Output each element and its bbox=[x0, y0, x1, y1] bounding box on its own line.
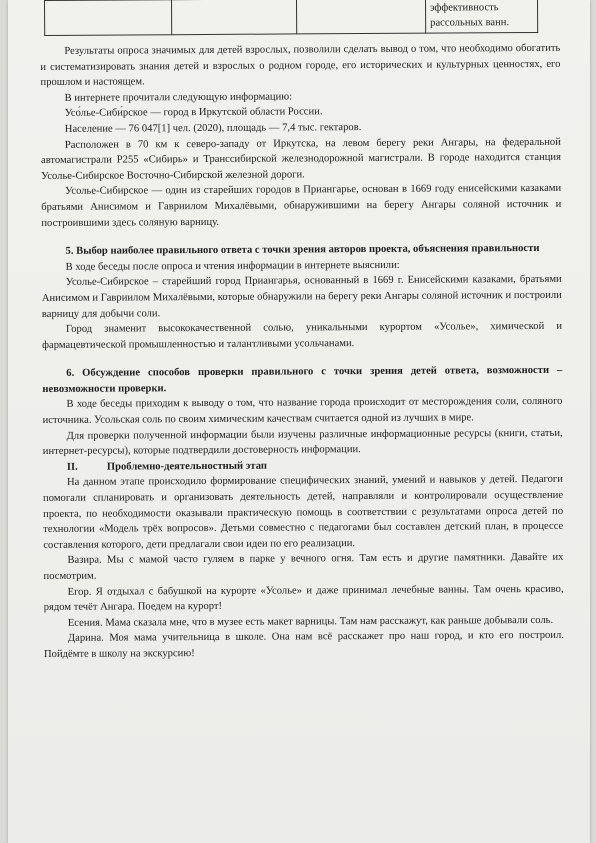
paragraph: Город знаменит высококачественной солью, уникальными курортом «Усолье», химической и фармацевтической промышленностью и талантливыми усольчанами. bbox=[42, 320, 563, 351]
paragraph: Дарина. Моя мама учительница в школе. Она нам всё расскажет про наш город, и кто его построил. Пойдёмте в школу на экскурсию! bbox=[43, 630, 564, 660]
paragraph: Есения. Мама сказала мне, что в музее есть макет варницы. Там нам расскажут, как раньше добывали соль. bbox=[67, 614, 554, 629]
page-content bbox=[40, 0, 564, 663]
table-cell: эффективность рассольных ванн. bbox=[425, 0, 537, 33]
paragraph: Для проверки полученной информации были изучены различные информационные ресурсы (книги, статьи, интернет-ресурсы), которые подтвердили достоверность информации. bbox=[42, 427, 563, 458]
paragraph: Население — 76 047[1] чел. (2020), площадь — 7,4 тыс. гектаров. bbox=[64, 122, 362, 135]
paragraph: В ходе беседы после опроса и чтения информации в интернете выяснили: bbox=[65, 259, 400, 273]
paragraph: Усо́лье-Сиби́рское — город в Иркутской области России. bbox=[64, 106, 323, 120]
section-heading: 6. Обсуждение способов проверки правильного с точки зрения детей ответа, возможности – невозможности проверки. bbox=[42, 365, 563, 395]
paragraph: Егор. Я отдыхал с бабушкой на курорте «Усолье» и даже принимал лечебные ванны. Там очень красиво, рядом течёт Ангара. Поедем на курорт! bbox=[43, 583, 564, 614]
continuation-table bbox=[44, 0, 538, 36]
section-heading: 5. Выбор наиболее правильного ответа с точки зрения авторов проекта, объяснения правильности bbox=[65, 243, 540, 257]
paragraph: Результаты опроса значимых для детей взрослых, позволили сделать вывод о том, что необходимо обогатить и систематизировать знания детей и взрослых о родном городе, его исторических и культурных ценностях, его прошлом и настоящем. bbox=[40, 42, 561, 89]
paragraph: Расположен в 70 км к северо-западу от Иркутска, на левом берегу реки Ангары, на федеральной автомагистрали Р255 «Сибирь» и Транссибирской железнодорожной магистрали. В городе находится станция Усолье-Сибирское Восточно-Сибирской железной дороги. bbox=[40, 136, 562, 182]
section-title: Проблемно-деятельностный этап bbox=[106, 460, 267, 473]
paragraph: В ходе беседы приходим к выводу о том, что название города происходит от месторождения соли, соляного источника. Усольская соль по своим химическим качествам считается одной из лучших в мире. bbox=[42, 396, 563, 427]
paragraph: Усолье-Сибирское – старейший город Приангарья, основанный в 1669 г. Енисейскими казаками, братьями Анисимом и Гавриилом Михалёвыми, которые обнаружили на берегу реки Ангары соляной источник и построили варницу для добычи соли. bbox=[41, 274, 562, 320]
table-cell bbox=[172, 0, 297, 35]
document-page bbox=[8, 0, 590, 843]
paragraph: В интернете прочитали следующую информацию: bbox=[64, 91, 293, 104]
table-row bbox=[45, 0, 538, 35]
paragraph: Вазира. Мы с мамой часто гуляем в парке у вечного огня. Там есть и другие памятники. Давайте их посмотрим. bbox=[43, 552, 564, 582]
paragraph: На данном этапе происходило формирование специфических знаний, умений и навыков у детей. Педагоги помогали спланировать и организовать деятельность детей, направляли и контролировали осуществление проекта, по необходимости оказывали практическую помощь в соответствии с результатами опроса детей по технологии «Модель трёх вопросов». Детьми совместно с педагогами был составлен детский план, в процессе составления которого, дети предлагали свои идеи по его реализации. bbox=[43, 474, 564, 551]
section-number: II. bbox=[66, 461, 78, 473]
table-cell bbox=[45, 0, 172, 35]
table-cell bbox=[296, 0, 425, 34]
paragraph: Усолье-Сибирское — один из старейших городов в Приангарье, основан в 1669 году енисейскими казаками братьями Анисимом и Гавриилом Михалёвыми, обнаружившими на берегу Ангары соляной источник и построившими здесь соляную варницу. bbox=[41, 183, 562, 229]
